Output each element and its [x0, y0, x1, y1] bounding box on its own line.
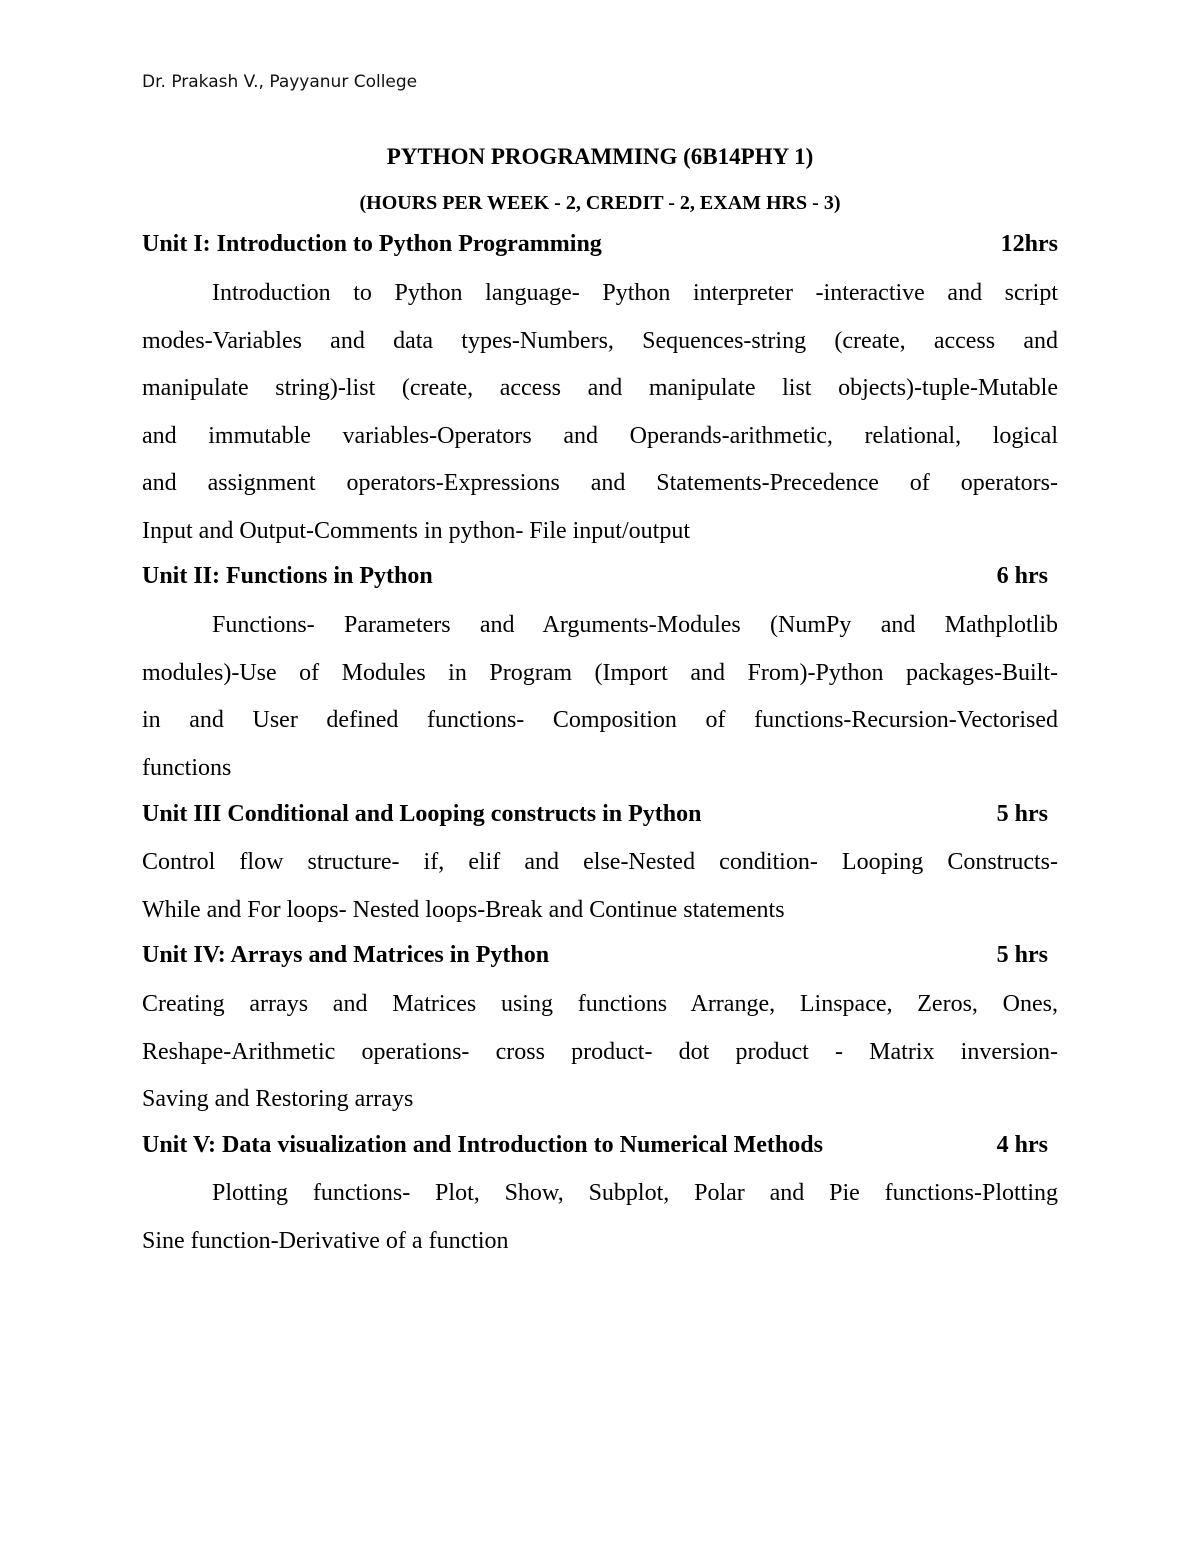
unit-3-heading [142, 801, 1058, 828]
text-line: modules)-Use of Modules in Program (Import and From)-Python packages-Built- [142, 659, 1058, 686]
unit-5-title: Unit V: Data visualization and Introduction to Numerical Methods [142, 1132, 823, 1158]
unit-5-heading [142, 1132, 1058, 1159]
text-line: and immutable variables-Operators and Operands-arithmetic, relational, logical [142, 422, 1058, 449]
unit-3-description [142, 839, 1058, 934]
text-line: Plotting functions- Plot, Show, Subplot, Polar and Pie functions-Plotting [212, 1180, 1058, 1206]
unit-4-title: Unit IV: Arrays and Matrices in Python [142, 942, 550, 968]
page-subtitle: (HOURS PER WEEK - 2, CREDIT - 2, EXAM HRS - 3) [359, 192, 841, 214]
text-line: Functions- Parameters and Arguments-Modules (NumPy and Mathplotlib [212, 612, 1058, 638]
unit-2-heading [142, 563, 1058, 590]
text-line: While and For loops- Nested loops-Break and Continue statements [142, 896, 785, 923]
page-title: PYTHON PROGRAMMING (6B14PHY 1) [386, 144, 814, 169]
text-line: Saving and Restoring arrays [142, 1086, 414, 1112]
unit-2-title: Unit II: Functions in Python [142, 563, 433, 589]
text-line: manipulate string)-list (create, access and manipulate list objects)-tuple-Mutable [142, 375, 1058, 401]
text-line: and assignment operators-Expressions and Statements-Precedence of operators- [142, 470, 1058, 496]
text-line: Reshape-Arithmetic operations- cross product- dot product - Matrix inversion- [142, 1038, 1058, 1065]
text-line: Introduction to Python language- Python interpreter -interactive and script [212, 280, 1058, 306]
unit-3-hours: 5 hrs [996, 801, 1048, 827]
text-line: modes-Variables and data types-Numbers, Sequences-string (create, access and [142, 327, 1058, 354]
unit-2-hours: 6 hrs [996, 563, 1048, 589]
text-line: Creating arrays and Matrices using functions Arrange, Linspace, Zeros, Ones, [142, 991, 1058, 1017]
text-line: Sine function-Derivative of a function [142, 1227, 509, 1254]
text-line: functions [142, 754, 232, 781]
unit-4-description [142, 981, 1058, 1124]
text-line: in and User defined functions- Composition of functions-Recursion-Vectorised [142, 707, 1058, 733]
text-line: Control flow structure- if, elif and else-Nested condition- Looping Constructs- [142, 849, 1058, 875]
unit-1-description [142, 270, 1058, 555]
unit-3-title: Unit III Conditional and Looping constructs in Python [142, 801, 702, 827]
unit-4-hours: 5 hrs [996, 942, 1048, 968]
unit-1-title: Unit I: Introduction to Python Programming [142, 231, 602, 257]
unit-2-description [142, 602, 1058, 792]
unit-5-description [142, 1170, 1058, 1265]
unit-4-heading [142, 942, 1058, 969]
unit-1-heading [142, 231, 1058, 258]
text-line: Input and Output-Comments in python- File input/output [142, 517, 690, 544]
unit-1-hours: 12hrs [1000, 231, 1058, 257]
author-header: Dr. Prakash V., Payyanur College [142, 72, 418, 92]
unit-5-hours: 4 hrs [996, 1132, 1048, 1158]
